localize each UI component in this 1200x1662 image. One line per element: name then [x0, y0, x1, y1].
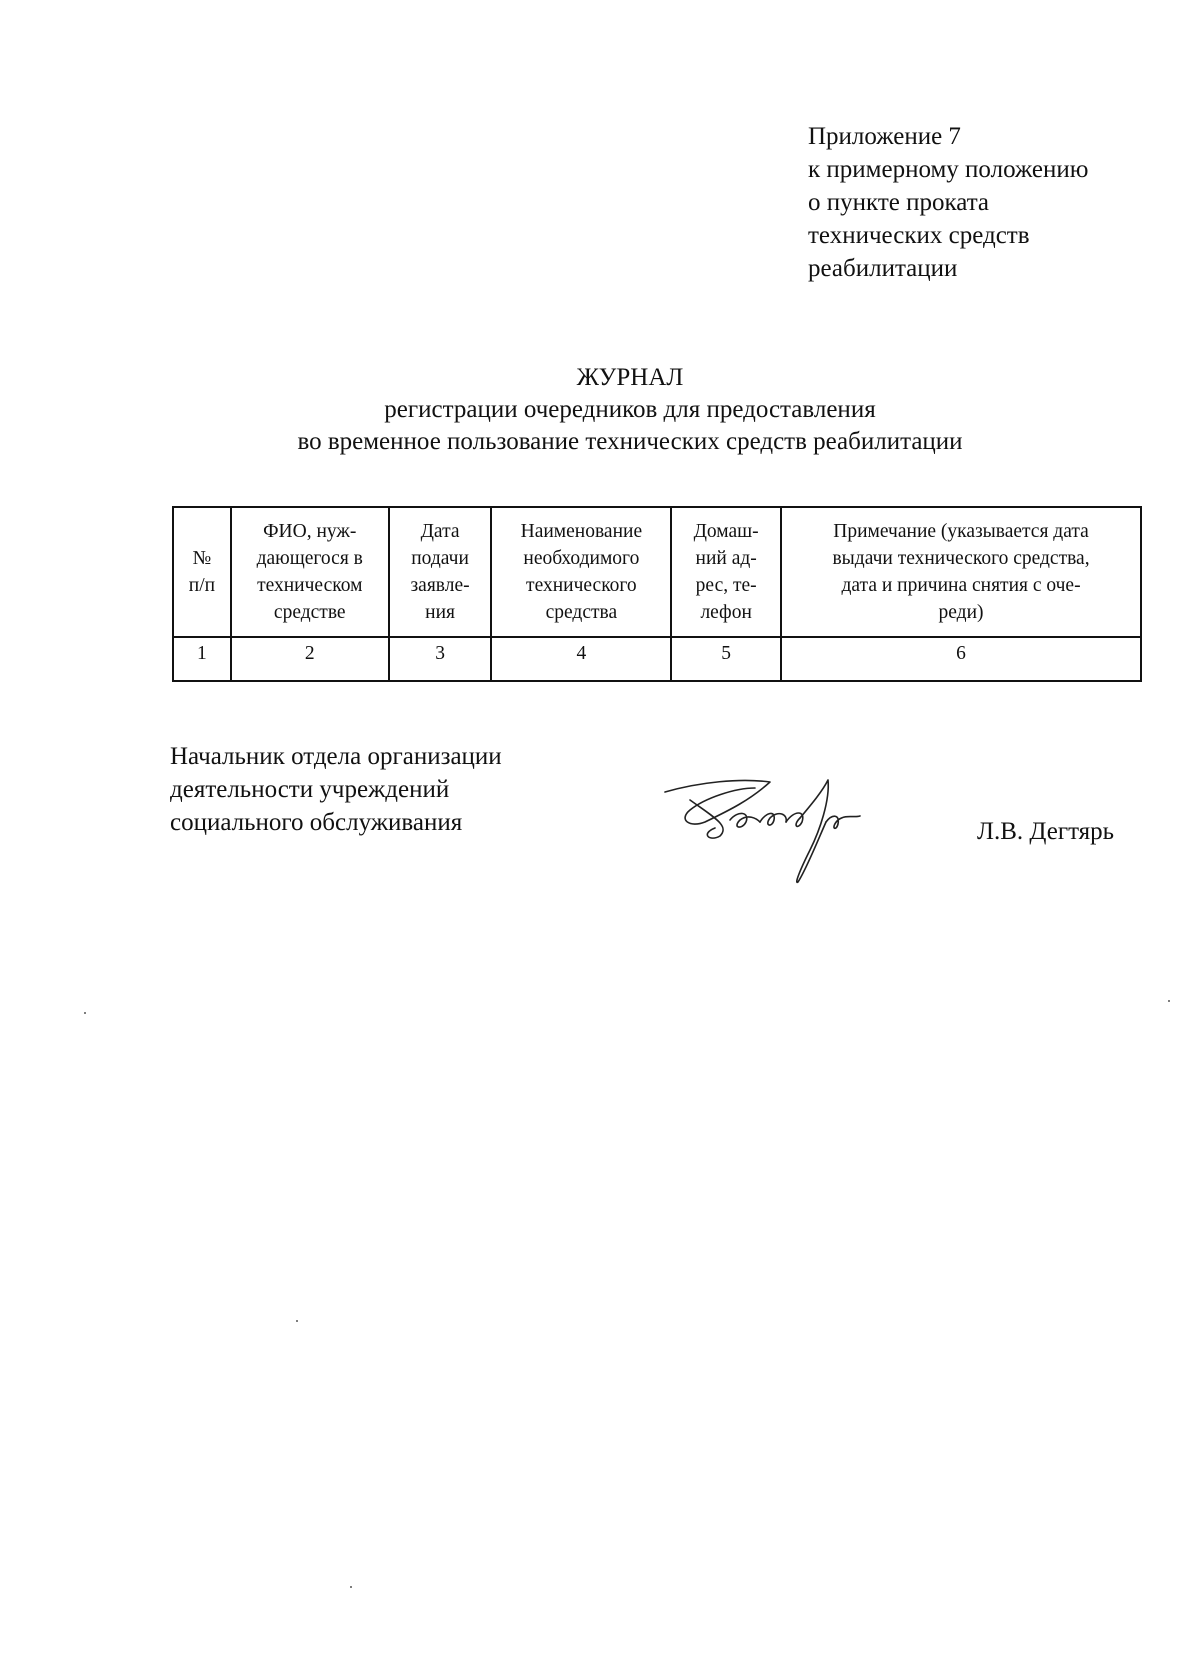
position-line: социального обслуживания [170, 809, 463, 836]
column-number-cell: 3 [389, 637, 492, 681]
column-number-cell: 6 [781, 637, 1141, 681]
appendix-note [808, 120, 1148, 285]
header-cell-note: Примечание (указывается дата выдачи технического средства, дата и причина снятия с оче- реди) [781, 507, 1141, 637]
appendix-line: технических средств [808, 222, 1030, 249]
table-row [173, 637, 1141, 681]
appendix-line: реабилитации [808, 255, 958, 282]
position-line: деятельности учреждений [170, 776, 450, 803]
scan-speck [350, 1586, 352, 1588]
scan-speck [296, 1320, 298, 1322]
document-title [0, 362, 1200, 458]
appendix-line: к примерному положению [808, 156, 1089, 183]
signer-position [170, 740, 502, 839]
appendix-line: Приложение 7 [808, 123, 961, 150]
header-cell-address: Домаш- ний ад- рес, те- лефон [671, 507, 781, 637]
column-number-cell: 5 [671, 637, 781, 681]
position-line: Начальник отдела организации [170, 743, 502, 770]
column-number-cell: 2 [231, 637, 389, 681]
column-number-cell: 4 [491, 637, 671, 681]
header-cell-date: Дата подачи заявле- ния [389, 507, 492, 637]
title-heading: ЖУРНАЛ [576, 364, 684, 391]
header-cell-number: № п/п [173, 507, 231, 637]
title-line-3: во временное пользование технических средств реабилитации [297, 428, 963, 455]
signer-name: Л.В. Дегтярь [977, 818, 1115, 845]
scan-speck [84, 1012, 86, 1014]
table-header-row [173, 507, 1141, 637]
journal-table [172, 506, 1142, 682]
handwritten-signature [660, 770, 900, 890]
title-line-2: регистрации очередников для предоставления [384, 396, 876, 423]
header-cell-fio: ФИО, нуж- дающегося в техническом средстве [231, 507, 389, 637]
header-cell-device-name: Наименование необходимого технического средства [491, 507, 671, 637]
appendix-line: о пункте проката [808, 189, 990, 216]
scan-speck [1168, 1000, 1170, 1002]
column-number-cell: 1 [173, 637, 231, 681]
